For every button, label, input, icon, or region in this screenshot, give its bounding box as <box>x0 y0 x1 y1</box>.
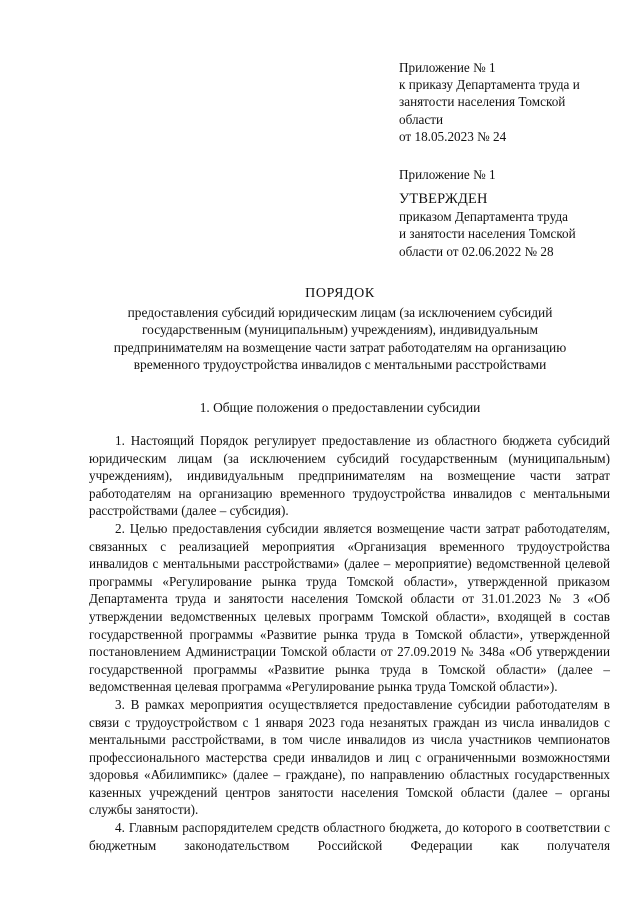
paragraph-4: 4. Главным распорядителем средств областного бюджета, до которого в соответствии с бюджетным законодательством Российской Федерации как получателя <box>89 820 610 853</box>
section-heading: 1. Общие положения о предоставлении субсидии <box>199 400 481 415</box>
title-line: государственным (муниципальным) учреждениям), индивидуальным <box>142 322 538 338</box>
approval-block <box>399 191 619 260</box>
title-line: предоставления субсидий юридическим лицам (за исключением субсидий <box>127 304 553 320</box>
approval-line: приказом Департамента труда <box>399 209 569 225</box>
approval-line: и занятости населения Томской <box>399 226 576 242</box>
appendix-line: занятости населения Томской <box>399 94 566 110</box>
title-line: предпринимателям на возмещение части затрат работодателям на организацию <box>113 339 567 355</box>
approval-line: области от 02.06.2022 № 28 <box>399 243 554 259</box>
paragraph-2: 2. Целью предоставления субсидии является возмещение части затрат работодателям, связанных с реализацией мероприятия «Организация временного трудоустройства инвалидов с ментальными расстройствами» (далее – мероприятие) ведомственной целевой программы «Регулирование рынка труда Томской области», утвержденной приказом Департамента труда и занятости населения Томской области от 31.01.2023 № 3 «Об утверждении ведомственных целевых программ Томской области», входящей в состав государственной программы «Развитие рынка труда в Томской области», утвержденной постановлением Администрации Томской области от 27.09.2019 № 348а «Об утверждении государственной программы «Развитие рынка труда в Томской области» (далее – ведомственная целевая программа «Регулирование рынка труда Томской области»). <box>89 520 610 695</box>
document-title-block <box>90 285 590 374</box>
appendix-line: области <box>399 111 444 127</box>
paragraph-1: 1. Настоящий Порядок регулирует предоставление из областного бюджета субсидий юридическим лицам (за исключением субсидий государственным (муниципальным) учреждениям), индивидуальным предпринимателям на возмещение части затрат работодателям на организацию временного трудоустройства инвалидов с ментальными расстройствами (далее – субсидия). <box>89 433 610 519</box>
appendix-block <box>399 59 619 183</box>
document-title: ПОРЯДОК <box>305 286 375 301</box>
appendix-spacer <box>399 145 619 162</box>
approved-heading: УТВЕРЖДЕН <box>399 191 488 207</box>
appendix-line: Приложение № 1 <box>399 167 496 183</box>
document-body <box>89 432 610 854</box>
title-line: временного трудоустройства инвалидов с ментальными расстройствами <box>133 357 547 373</box>
appendix-line: от 18.05.2023 № 24 <box>399 128 507 144</box>
paragraph-3: 3. В рамках мероприятия осуществляется предоставление субсидии работодателям в связи с трудоустройством с 1 января 2023 года незанятых граждан из числа инвалидов с ментальными расстройствами, в том числе инвалидов из числа участников чемпионатов профессионального мастерства среди инвалидов и лиц с ограниченными возможностями здоровья «Абилимпикс» (далее – граждане), по направлению областных государственных казенных учреждений центров занятости населения Томской области (далее – органы службы занятости). <box>89 696 610 818</box>
appendix-line: к приказу Департамента труда и <box>399 77 580 93</box>
appendix-line: Приложение № 1 <box>399 60 496 75</box>
